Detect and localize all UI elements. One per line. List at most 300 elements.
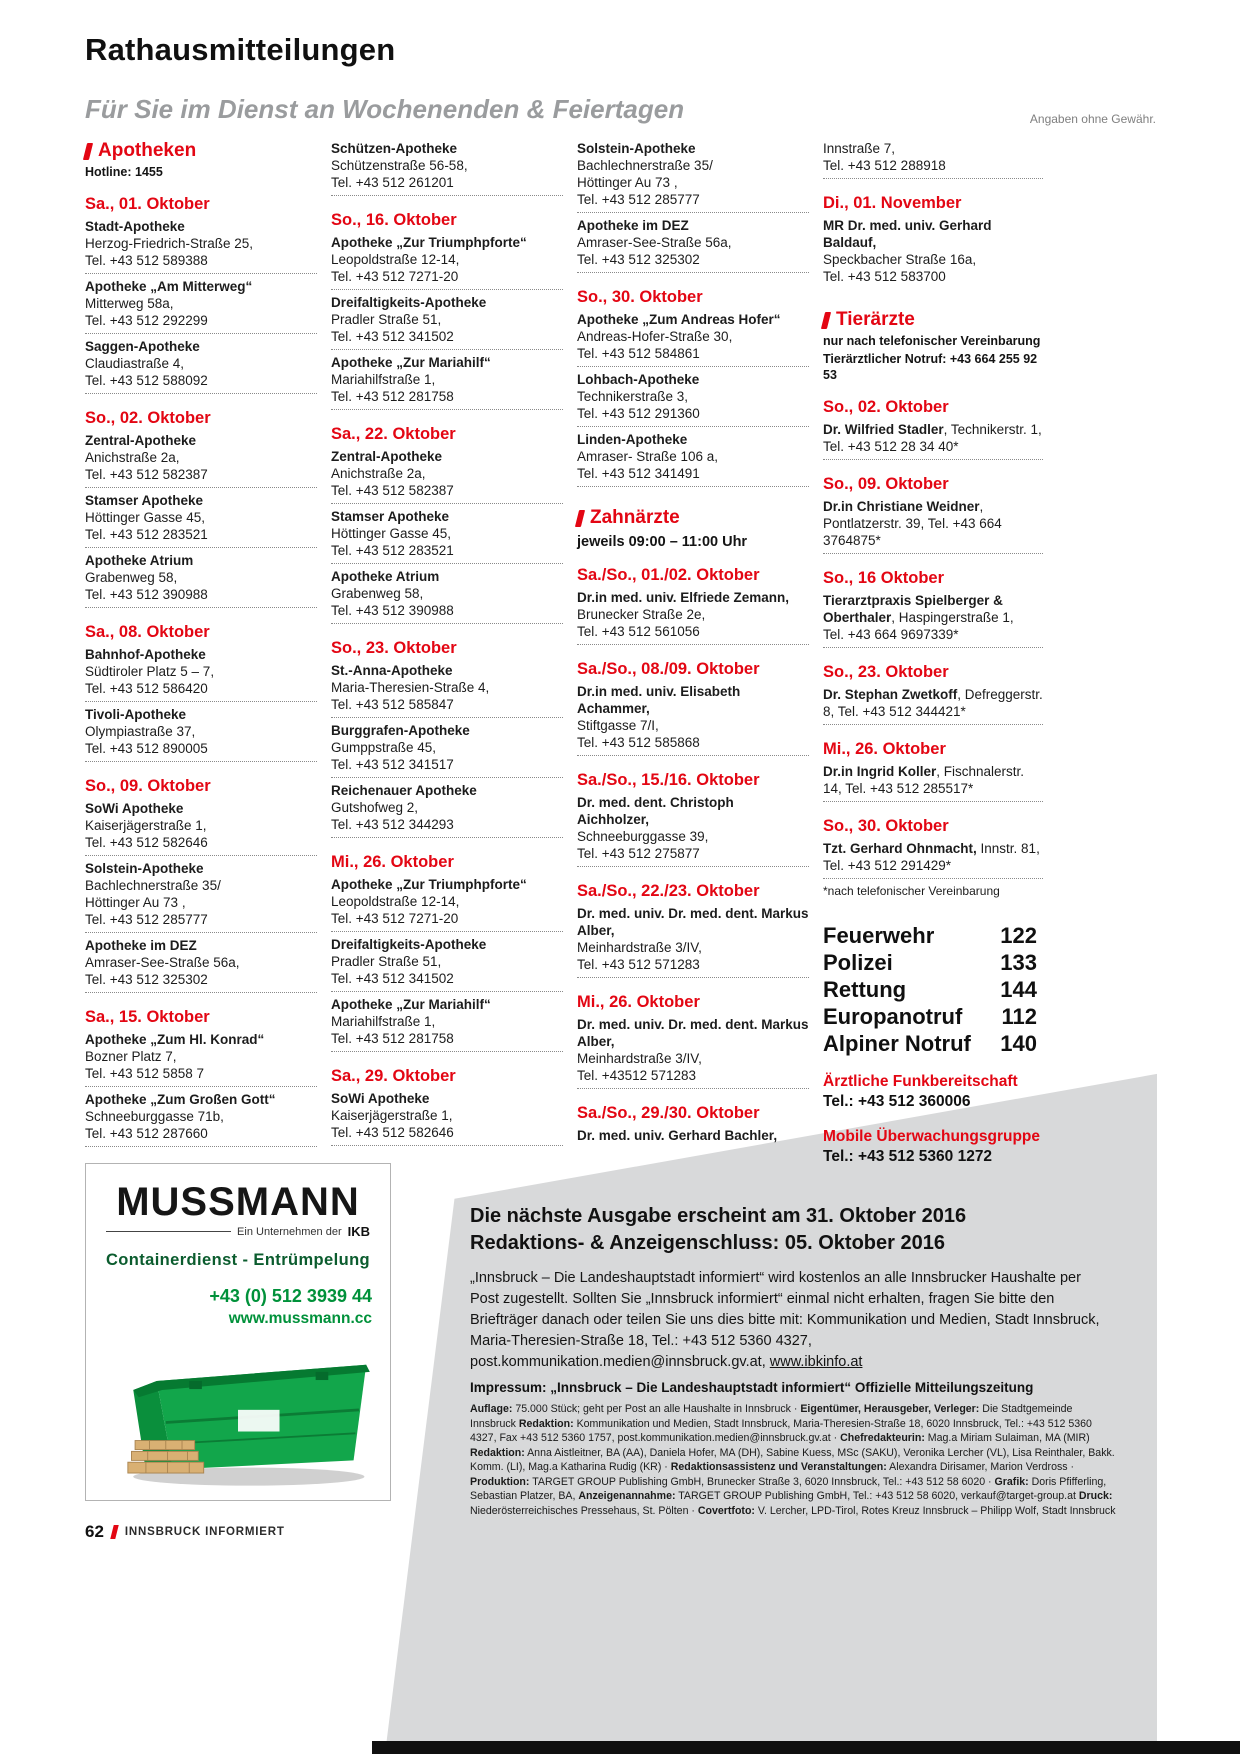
entry-line: Tel. +43 512 571283 [577,957,700,972]
entry-name-line [85,1031,317,1048]
entry-name-line [577,683,809,717]
entry-line: Tel. +43 512 291360 [577,406,700,421]
entry-name: Apotheke „Zur Mariahilf“ [331,997,491,1012]
bottom-black-bar [372,1741,1240,1754]
directory-entry [577,1127,809,1148]
date-heading: So., 09. Oktober [823,475,949,493]
date-heading: Mi., 26. Oktober [823,740,946,758]
emergency-number: 112 [1001,1004,1037,1029]
entry-line: Tel. +43 512 288918 [823,158,946,173]
impressum-label: Redaktionsassistenz und Veranstaltungen: [670,1461,887,1473]
entry-line: Gumppstraße 45, [331,740,437,755]
entry-name-line [331,294,563,311]
ad-website: www.mussmann.cc [228,1310,372,1327]
entry-name-line [85,218,317,235]
entry-line: Tel. +43 512 585868 [577,735,700,750]
section-title: Zahnärzte [590,507,680,528]
entry-line: Bozner Platz 7, [85,1049,177,1064]
emergency-label: Polizei [823,950,893,975]
directory-entry [331,782,563,838]
section-header [577,507,809,551]
entry-line: Tel. +43 512 344293 [331,817,454,832]
entry-line: Amraser-See-Straße 56a, [85,955,240,970]
section-title-row [577,507,809,529]
section-header [823,309,1043,383]
entry-name-line [85,492,317,509]
entry-line: Tel. +43 512 7271-20 [331,911,459,926]
page-subtitle: Für Sie im Dienst an Wochenenden & Feiertagen [85,94,685,124]
emergency-number: 122 [1000,923,1037,948]
entry-line: Tel. +43 512 390988 [85,587,208,602]
section-slash-icon [821,312,831,329]
impressum-label: Auflage: [470,1403,513,1415]
entry-name: St.-Anna-Apotheke [331,663,453,678]
date-heading: Sa./So., 01./02. Oktober [577,566,760,584]
column-apotheken-1 [85,140,317,1151]
entry-name: Solstein-Apotheke [577,141,696,156]
directory-entry [331,1090,563,1146]
entry-line: Tel. +43512 571283 [577,1068,696,1083]
entry-name: SoWi Apotheke [331,1091,430,1106]
emergency-number: 133 [1000,950,1037,975]
date-heading: So., 23. Oktober [331,639,457,657]
contact-block [823,1127,1043,1167]
emergency-label: Alpiner Notruf [823,1031,971,1056]
entry-line: Brunecker Straße 2e, [577,607,706,622]
directory-entry [85,552,317,608]
entry-line: Tel. +43 512 341502 [331,329,454,344]
directory-entry [85,1091,317,1147]
entry-line: Bachlechnerstraße 35/ [85,878,221,893]
directory-entry [331,354,563,410]
entry-name: Dreifaltigkeits-Apotheke [331,295,487,310]
entry-name-line [577,905,809,939]
entry-line: Tel. +43 512 341517 [331,757,454,772]
entry-line: Tel. +43 512 7271-20 [331,269,459,284]
entry-line: Tel. +43 512 582387 [331,483,454,498]
entry-line: Tel. +43 512 287660 [85,1126,208,1141]
entry-line: Tel. +43 512 28 34 40* [823,439,959,454]
entry-name-line [823,217,1043,251]
directory-entry [85,338,317,394]
entry-line: Tel. +43 512 281758 [331,389,454,404]
entry-line: Höttinger Au 73 , [85,895,186,910]
text-segment: „Innsbruck – Die Landeshauptstadt informiert“ wird kostenlos an alle Innsbrucker Haushalte per Post zugestellt. Sollten Sie „Innsbruck informiert“ einmal nicht erhalten, fragen Sie bitte den Briefträger danach oder teilen Sie uns dies bitte mit: Kommunikation und Medien, Stadt Innsbruck, Maria-Theresien-Straße 18, Tel.: +43 512 5360 4327, post.kommunikation.medien@innsbruck.gv.at, [470,1270,1100,1370]
entry-name: Apotheke „Zur Mariahilf“ [331,355,491,370]
entry-line: Tel. +43 512 285777 [577,192,700,207]
text-segment: TARGET GROUP Publishing GmbH, Brunecker Straße 3, 6020 Innsbruck, Tel.: +43 512 58 6020 · [529,1475,995,1488]
directory-entry [331,662,563,718]
entry-line: Tel. +43 512 341502 [331,971,454,986]
text-segment: Mag.a Miriam Sulaiman, MA (MIR) [924,1432,1090,1444]
entry-line: Grabenweg 58, [331,586,424,601]
date-heading: So., 02. Oktober [823,398,949,416]
entry-line: Mariahilfstraße 1, [331,372,436,387]
date-heading: Di., 01. November [823,194,962,212]
entry-name-line [577,371,809,388]
date-heading: So., 30. Oktober [823,817,949,835]
text-segment: V. Lercher, LPD-Tirol, Rotes Kreuz Innsbruck – Philipp Wolf, Stadt Innsbruck [754,1504,1116,1517]
entry-line: Tel. +43 512 588092 [85,373,208,388]
date-heading: Sa., 22. Oktober [331,425,456,443]
date-heading: Sa., 15. Oktober [85,1008,210,1026]
directory-entry [331,722,563,778]
entry-name-line [85,338,317,355]
entry-line: Meinhardstraße 3/IV, [577,940,702,955]
entry-line: Olympiastraße 37, [85,724,196,739]
entry-name-line [331,782,563,799]
entry-name-line [823,686,1043,720]
directory-entry [823,498,1043,554]
container-photo [100,1334,376,1497]
entry-name-line [331,568,563,585]
entry-line: Tel. +43 512 890005 [85,741,208,756]
entry-name-line [823,421,1043,438]
text-segment: Alexandra Dirisamer, Marion Verdross · [886,1461,1075,1473]
directory-entry [85,800,317,856]
contact-phone: Tel.: +43 512 360006 [823,1093,971,1110]
directory-entry [577,217,809,273]
section-subtext: nur nach telefonischer Vereinbarung [823,334,1041,348]
entry-name: Apotheke Atrium [85,553,194,568]
text-segment: Doris Pfifferling, Sebastian Platzer, BA, [470,1475,1107,1502]
directory-entry [331,448,563,504]
entry-name: Dr. med. univ. Dr. med. dent. Markus Alber, [577,1017,809,1049]
entry-line: Meinhardstraße 3/IV, [577,1051,702,1066]
emergency-number: 140 [1000,1031,1037,1056]
directory-entry [331,936,563,992]
directory-entry [823,421,1043,460]
directory-entry [331,876,563,932]
directory-entry [823,840,1043,879]
entry-detail: , Pontlatzerstr. 39, Tel. +43 664 3764875* [823,499,1002,548]
entry-name-line [85,706,317,723]
entry-line: Tel. +43 664 9697339* [823,627,959,642]
impressum-label: Chefredakteurin: [840,1432,925,1444]
directory-entry [85,492,317,548]
entry-line: Höttinger Gasse 45, [85,510,206,525]
entry-line: Tel. +43 512 325302 [85,972,208,987]
page-title: Rathausmitteilungen [85,32,396,67]
entry-name: SoWi Apotheke [85,801,184,816]
entry-name-line [577,1016,809,1050]
entry-name-line [331,354,563,371]
directory-entry [577,140,809,213]
entry-name: Apotheke „Zur Triumphpforte“ [331,877,527,892]
entry-name: Apotheke „Zum Andreas Hofer“ [577,312,781,327]
date-heading: Sa./So., 15./16. Oktober [577,771,760,789]
entry-name-line [85,800,317,817]
entry-name: Dr. Stephan Zwetkoff [823,687,958,702]
text-segment: www.ibkinfo.at [769,1354,863,1370]
ad-phone: +43 (0) 512 3939 44 [209,1286,372,1306]
entry-line: Tel. +43 512 582387 [85,467,208,482]
entry-line: Mariahilfstraße 1, [331,1014,436,1029]
entry-line: Bachlechnerstraße 35/ [577,158,713,173]
ikb-logo: IKB [347,1224,370,1239]
entry-name-line [577,589,809,606]
entry-name-line [331,876,563,893]
entry-line: Tel. +43 512 283521 [331,543,454,558]
entry-name-line [331,936,563,953]
entry-name-line [823,763,1043,797]
ad-service-line: Containerdienst - Entrümpelung [105,1251,371,1269]
entry-name-line [331,1090,563,1107]
entry-name: Apotheke „Zur Triumphpforte“ [331,235,527,250]
date-heading: Sa., 08. Oktober [85,623,210,641]
entry-name-line [331,508,563,525]
entry-name-line [85,552,317,569]
directory-entry [85,860,317,933]
entry-line: Tel. +43 512 325302 [577,252,700,267]
entry-name-line [85,1091,317,1108]
date-heading: So., 30. Oktober [577,288,703,306]
entry-line: Stiftgasse 7/I, [577,718,659,733]
entry-line: Speckbacher Straße 16a, [823,252,977,267]
entry-line: Tel. +43 512 281758 [331,1031,454,1046]
entry-name-line [331,996,563,1013]
emergency-number: 144 [1000,977,1037,1002]
entry-name-line [577,431,809,448]
entry-line: Herzog-Friedrich-Straße 25, [85,236,254,251]
entry-name: Saggen-Apotheke [85,339,200,354]
impressum-title: Impressum: „Innsbruck – Die Landeshauptstadt informiert“ Offizielle Mitteilungszeitung [470,1380,1034,1395]
entry-name-line [823,592,1043,626]
entry-line: Schneeburggasse 39, [577,829,709,844]
text-segment: Niederösterreichisches Pressehaus, St. Pölten · [470,1504,698,1517]
impressum-label: Grafik: [994,1475,1029,1488]
date-heading: Sa., 29. Oktober [331,1067,456,1085]
entry-name-line [331,448,563,465]
entry-name-line [577,794,809,828]
entry-name: Dr. med. dent. Christoph Aichholzer, [577,795,734,827]
emergency-row [823,1003,1037,1030]
impressum-label: Redaktion: [518,1417,574,1430]
entry-name: Apotheke „Zum Hl. Konrad“ [85,1032,265,1047]
emergency-row [823,922,1037,949]
contact-block [823,1072,1043,1112]
directory-entry [85,1031,317,1087]
entry-name-line [577,1127,809,1144]
directory-entry [331,140,563,196]
date-heading: Mi., 26. Oktober [331,853,454,871]
entry-line: Schützenstraße 56-58, [331,158,468,173]
entry-name-line [85,937,317,954]
entry-name-line [823,498,1043,549]
entry-line: Tel. +43 512 561056 [577,624,700,639]
entry-line: Schneeburggasse 71b, [85,1109,224,1124]
directory-entry [577,431,809,487]
impressum-label: Redaktion: [470,1446,525,1459]
contact-title: Ärztliche Funkbereitschaft [823,1073,1018,1090]
entry-line: Tel. +43 512 292299 [85,313,208,328]
text-segment: TARGET GROUP Publishing GmbH, Tel.: +43 512 58 6020, verkauf@target-group.at [675,1490,1079,1502]
entry-name-line [331,234,563,251]
entry-line: Anichstraße 2a, [331,466,426,481]
section-title-row [823,309,1043,331]
entry-name: Linden-Apotheke [577,432,688,447]
contact-title: Mobile Überwachungsgruppe [823,1128,1041,1145]
section-subtext: jeweils 09:00 – 11:00 Uhr [577,534,748,550]
emergency-row [823,976,1037,1003]
directory-entry [823,686,1043,725]
tagline-rule [106,1231,231,1232]
entry-line: Pradler Straße 51, [331,954,442,969]
entry-line: Tel. +43 512 275877 [577,846,700,861]
entry-name-line [577,217,809,234]
entry-name: Solstein-Apotheke [85,861,204,876]
entry-line: Pradler Straße 51, [331,312,442,327]
entry-name: Tierarztpraxis Spielberger & Oberthaler [823,593,1003,625]
entry-name-line [577,311,809,328]
emergency-numbers [823,922,1037,1057]
entry-name: Dreifaltigkeits-Apotheke [331,937,487,952]
section-subtext: Tierärztlicher Notruf: +43 664 255 92 53 [823,352,1038,382]
directory-entry [823,763,1043,802]
entry-name-line [823,840,1043,874]
entry-name: Dr. med. univ. Dr. med. dent. Markus Alber, [577,906,809,938]
section-title: Tierärzte [836,309,915,330]
panel-body-text [470,1268,1108,1373]
directory-entry [331,234,563,290]
entry-line: Maria-Theresien-Straße 4, [331,680,490,695]
directory-entry [823,217,1043,289]
entry-name-line [577,140,809,157]
impressum-text [470,1402,1118,1518]
entry-name: Dr.in med. univ. Elfriede Zemann, [577,590,790,605]
entry-line: Gutshofweg 2, [331,800,419,815]
directory-entry [85,706,317,762]
entry-name: Stamser Apotheke [331,509,450,524]
entry-name: Zentral-Apotheke [331,449,443,464]
directory-entry [85,432,317,488]
entry-name: Dr. med. univ. Gerhard Bachler, [577,1128,778,1143]
text-segment: Kommunikation und Medien, Stadt Innsbruck, Maria-Theresien-Straße 18, 6020 Innsbruck, Tel.: +43 512 5360 4327, Fax +43 512 5360 1757, post.kommunikation.medien@innsbruck.gv.at · [470,1417,1092,1444]
entry-detail: , Haspingerstraße 1, [891,610,1014,625]
entry-name: Tivoli-Apotheke [85,707,187,722]
date-heading: So., 09. Oktober [85,777,211,795]
page-number: 62 [85,1522,104,1541]
entry-line: Technikerstraße 3, [577,389,689,404]
entry-line: Leopoldstraße 12-14, [331,252,460,267]
directory-entry [85,937,317,993]
date-heading: So., 16. Oktober [331,211,457,229]
entry-line: Tel. +43 512 285777 [85,912,208,927]
entry-name-line [331,140,563,157]
entry-line: Amraser- Straße 106 a, [577,449,719,464]
entry-name: Apotheke „Am Mitterweg“ [85,279,253,294]
directory-entry [85,218,317,274]
entry-line: Tel. +43 512 582646 [331,1125,454,1140]
mussmann-ad [85,1163,391,1501]
entry-line: Tel. +43 512 5858 7 [85,1066,204,1081]
emergency-row [823,1030,1037,1057]
entry-line: Tel. +43 512 583700 [823,269,946,284]
entry-line: Innstraße 7, [823,141,896,156]
entry-name: Burggrafen-Apotheke [331,723,470,738]
impressum-label: Anzeigenannahme: [578,1490,676,1502]
date-heading: Sa./So., 22./23. Oktober [577,882,760,900]
entry-line: Kaiserjägerstraße 1, [85,818,207,833]
directory-entry [577,311,809,367]
entry-name: Bahnhof-Apotheke [85,647,206,662]
entry-line: Höttinger Gasse 45, [331,526,452,541]
directory-entry [85,646,317,702]
entry-line: Tel. +43 512 589388 [85,253,208,268]
column-apotheken-2 [331,140,563,1150]
emergency-label: Feuerwehr [823,923,935,948]
directory-entry [577,905,809,978]
entry-line: Tel. +43 512 582646 [85,835,208,850]
next-issue-heading [470,1203,1110,1257]
disclaimer-note: Angaben ohne Gewähr. [1029,112,1156,126]
directory-entry [331,508,563,564]
emergency-row [823,949,1037,976]
entry-name: Dr.in Ingrid Koller [823,764,937,779]
entry-detail: , Fischnalerstr. 14, Tel. +43 512 285517* [823,764,1025,796]
date-heading: Sa./So., 08./09. Oktober [577,660,760,678]
entry-line: Anichstraße 2a, [85,450,180,465]
entry-name-line [85,278,317,295]
entry-name: Lohbach-Apotheke [577,372,700,387]
entry-name: MR Dr. med. univ. Gerhard Baldauf, [823,218,992,250]
entry-name: Dr. Wilfried Stadler [823,422,944,437]
impressum-label: Produktion: [470,1475,530,1488]
entry-name-line [331,722,563,739]
emergency-label: Europanotruf [823,1004,963,1029]
section-slash-icon [83,143,93,160]
section-title: Apotheken [98,140,197,161]
entry-detail: Innstr. 81, Tel. +43 512 291429* [823,841,1040,873]
date-heading: So., 16 Oktober [823,569,945,587]
date-heading: Sa., 01. Oktober [85,195,210,213]
entry-line: Südtiroler Platz 5 – 7, [85,664,215,679]
directory-entry [577,371,809,427]
entry-line: Tel. +43 512 283521 [85,527,208,542]
entry-name-line [85,432,317,449]
entry-name-line [85,646,317,663]
entry-name: Apotheke im DEZ [577,218,689,233]
footer-slash-icon [110,1525,118,1539]
directory-entry [823,140,1043,179]
date-heading: Mi., 26. Oktober [577,993,700,1011]
entry-line: Tel. +43 512 261201 [331,175,454,190]
tagline-text: Ein Unternehmen der [237,1225,342,1238]
entry-line: Tel. +43 512 390988 [331,603,454,618]
entry-line: Tel. +43 512 584861 [577,346,700,361]
entry-name: Schützen-Apotheke [331,141,458,156]
ad-tagline-row [106,1224,370,1239]
entry-line: Grabenweg 58, [85,570,178,585]
entry-line: Tel. +43 512 586420 [85,681,208,696]
directory-entry [577,589,809,645]
entry-line: Amraser-See-Straße 56a, [577,235,732,250]
directory-entry [331,996,563,1052]
footnote: *nach telefonischer Vereinbarung [823,884,1000,898]
entry-detail: , Defreggerstr. 8, Tel. +43 512 344421* [823,687,1043,719]
contact-phone: Tel.: +43 512 5360 1272 [823,1148,993,1165]
entry-line: Kaiserjägerstraße 1, [331,1108,453,1123]
entry-line: Claudiastraße 4, [85,356,185,371]
entry-name-line [85,860,317,877]
container-illustration [102,1334,374,1492]
impressum-label: Eigentümer, Herausgeber, Verleger: [800,1403,980,1415]
text-segment: 75.000 Stück; geht per Post an alle Haushalte in Innsbruck · [512,1403,801,1415]
directory-entry [85,278,317,334]
entry-line: Tel. +43 512 341491 [577,466,700,481]
directory-entry [577,683,809,756]
entry-name: Apotheke „Zum Großen Gott“ [85,1092,276,1107]
